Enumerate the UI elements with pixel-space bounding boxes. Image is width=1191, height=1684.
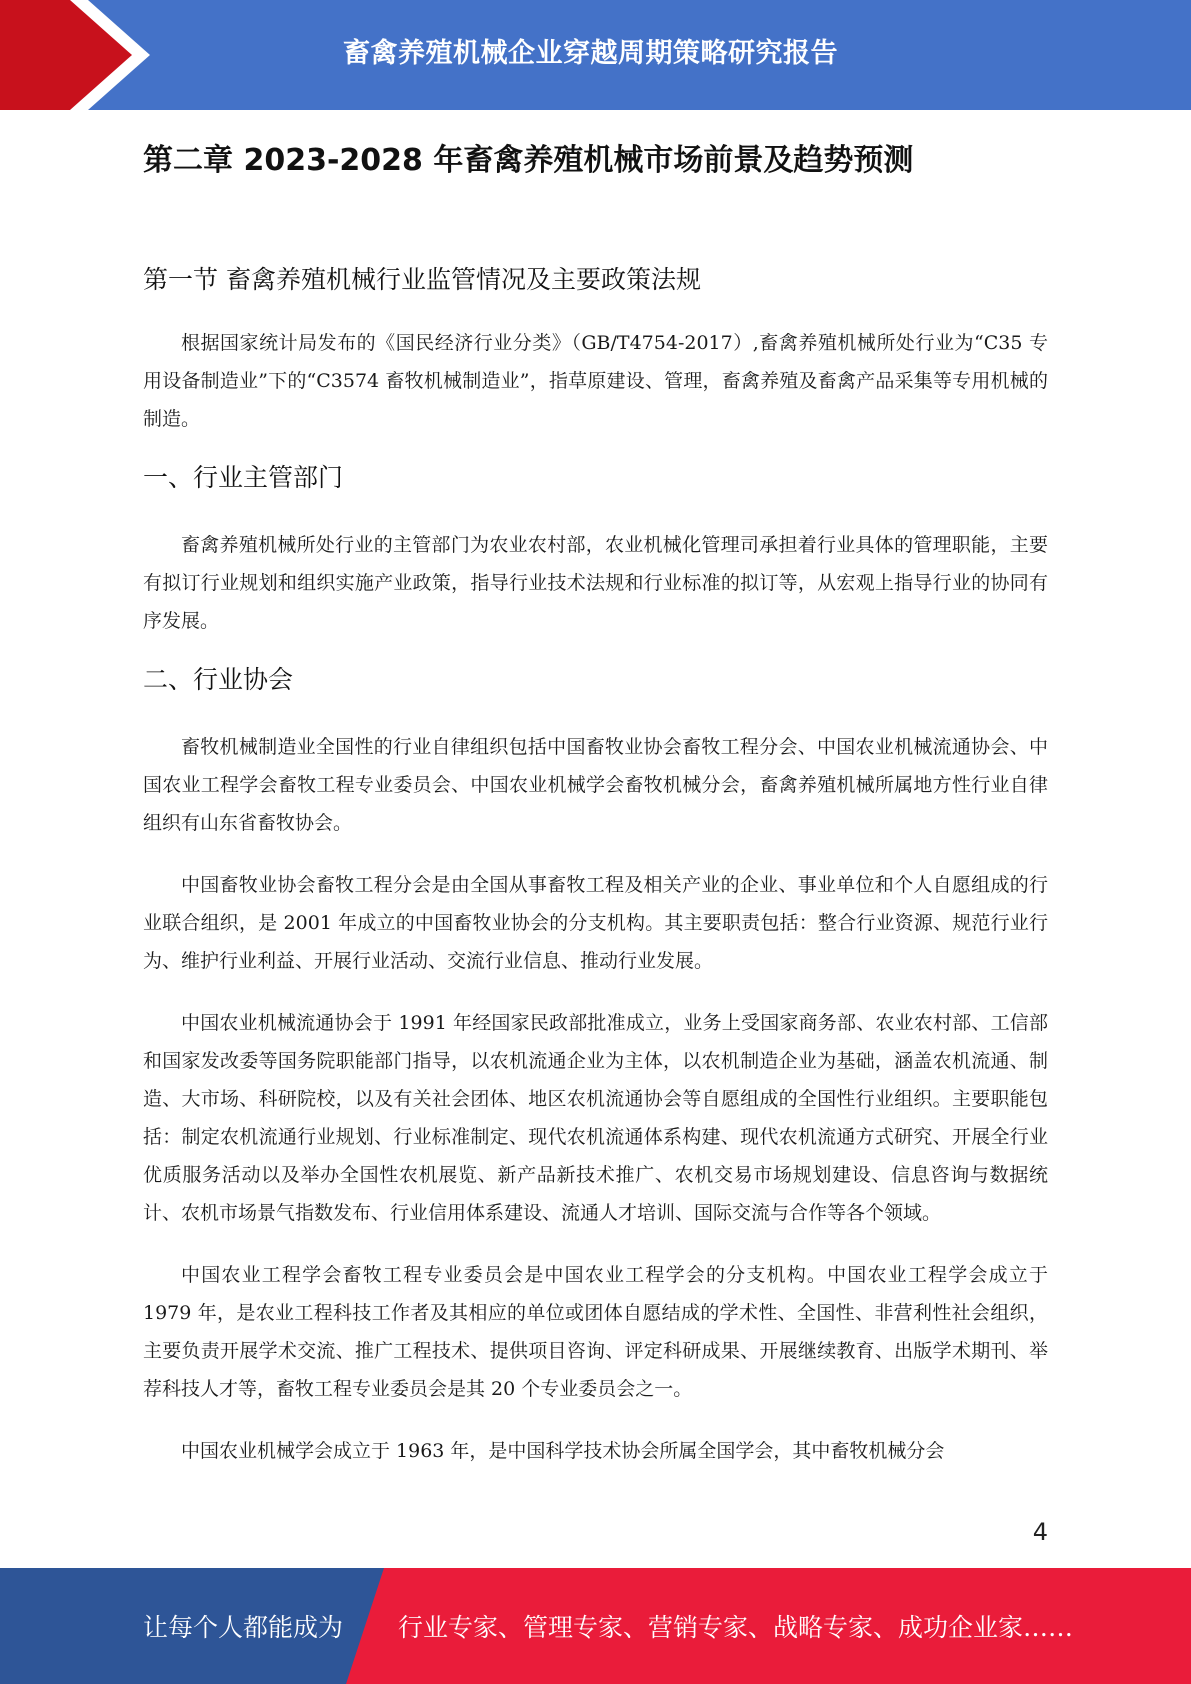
footer-slogan-right: 行业专家、管理专家、营销专家、战略专家、成功企业家…… bbox=[398, 1613, 1074, 1642]
regulator-paragraph: 畜禽养殖机械所处行业的主管部门为农业农村部，农业机械化管理司承担着行业具体的管理职能，主要有拟订行业规划和组织实施产业政策，指导行业技术法规和行业标准的拟订等，从宏观上指导行业的协同有序发展。 bbox=[143, 534, 1048, 632]
association-paragraph: 中国农业机械学会成立于 1963 年，是中国科学技术协会所属全国学会，其中畜牧机械分会 bbox=[181, 1440, 945, 1462]
subsection-title-associations: 二、行业协会 bbox=[143, 665, 294, 694]
subsection-title-regulator: 一、行业主管部门 bbox=[143, 463, 344, 492]
section-title: 第一节 畜禽养殖机械行业监管情况及主要政策法规 bbox=[143, 265, 701, 294]
page-number: 4 bbox=[1032, 1518, 1048, 1546]
association-paragraph: 中国畜牧业协会畜牧工程分会是由全国从事畜牧工程及相关产业的企业、事业单位和个人自愿组成的行业联合组织，是 2001 年成立的中国畜牧业协会的分支机构。其主要职责包括：整合行业资源、规范行业行为、维护行业利益、开展行业活动、交流行业信息、推动行业发展。 bbox=[143, 874, 1048, 972]
report-title: 畜禽养殖机械企业穿越周期策略研究报告 bbox=[343, 37, 838, 69]
association-paragraph: 中国农业机械流通协会于 1991 年经国家民政部批准成立，业务上受国家商务部、农业农村部、工信部和国家发改委等国务院职能部门指导，以农机流通企业为主体，以农机制造企业为基础，涵盖农机流通、制造、大市场、科研院校，以及有关社会团体、地区农机流通协会等自愿组成的全国性行业组织。主要职能包括：制定农机流通行业规划、行业标准制定、现代农机流通体系构建、现代农机流通方式研究、开展全行业优质服务活动以及举办全国性农机展览、新产品新技术推广、农机交易市场规划建设、信息咨询与数据统计、农机市场景气指数发布、行业信用体系建设、流通人才培训、国际交流与合作等各个领域。 bbox=[143, 1012, 1048, 1224]
page-footer-banner bbox=[0, 1568, 1191, 1684]
footer-slogan-left: 让每个人都能成为 bbox=[143, 1613, 344, 1642]
report-header-banner bbox=[0, 0, 1191, 110]
association-paragraph: 畜牧机械制造业全国性的行业自律组织包括中国畜牧业协会畜牧工程分会、中国农业机械流通协会、中国农业工程学会畜牧工程专业委员会、中国农业机械学会畜牧机械分会，畜禽养殖机械所属地方性行业自律组织有山东省畜牧协会。 bbox=[143, 736, 1048, 834]
section-intro-paragraph: 根据国家统计局发布的《国民经济行业分类》（GB/T4754-2017）,畜禽养殖机械所处行业为“C35 专用设备制造业”下的“C3574 畜牧机械制造业”，指草原建设、管理，畜禽养殖及畜禽产品采集等专用机械的制造。 bbox=[143, 332, 1048, 430]
page-content bbox=[143, 138, 1048, 1470]
chapter-title: 第二章 2023-2028 年畜禽养殖机械市场前景及趋势预测 bbox=[143, 143, 914, 178]
association-paragraph: 中国农业工程学会畜牧工程专业委员会是中国农业工程学会的分支机构。中国农业工程学会成立于 1979 年，是农业工程科技工作者及其相应的单位或团体自愿结成的学术性、全国性、非营利性社会组织，主要负责开展学术交流、推广工程技术、提供项目咨询、评定科研成果、开展继续教育、出版学术期刊、举荐科技人才等，畜牧工程专业委员会是其 20 个专业委员会之一。 bbox=[143, 1264, 1048, 1400]
